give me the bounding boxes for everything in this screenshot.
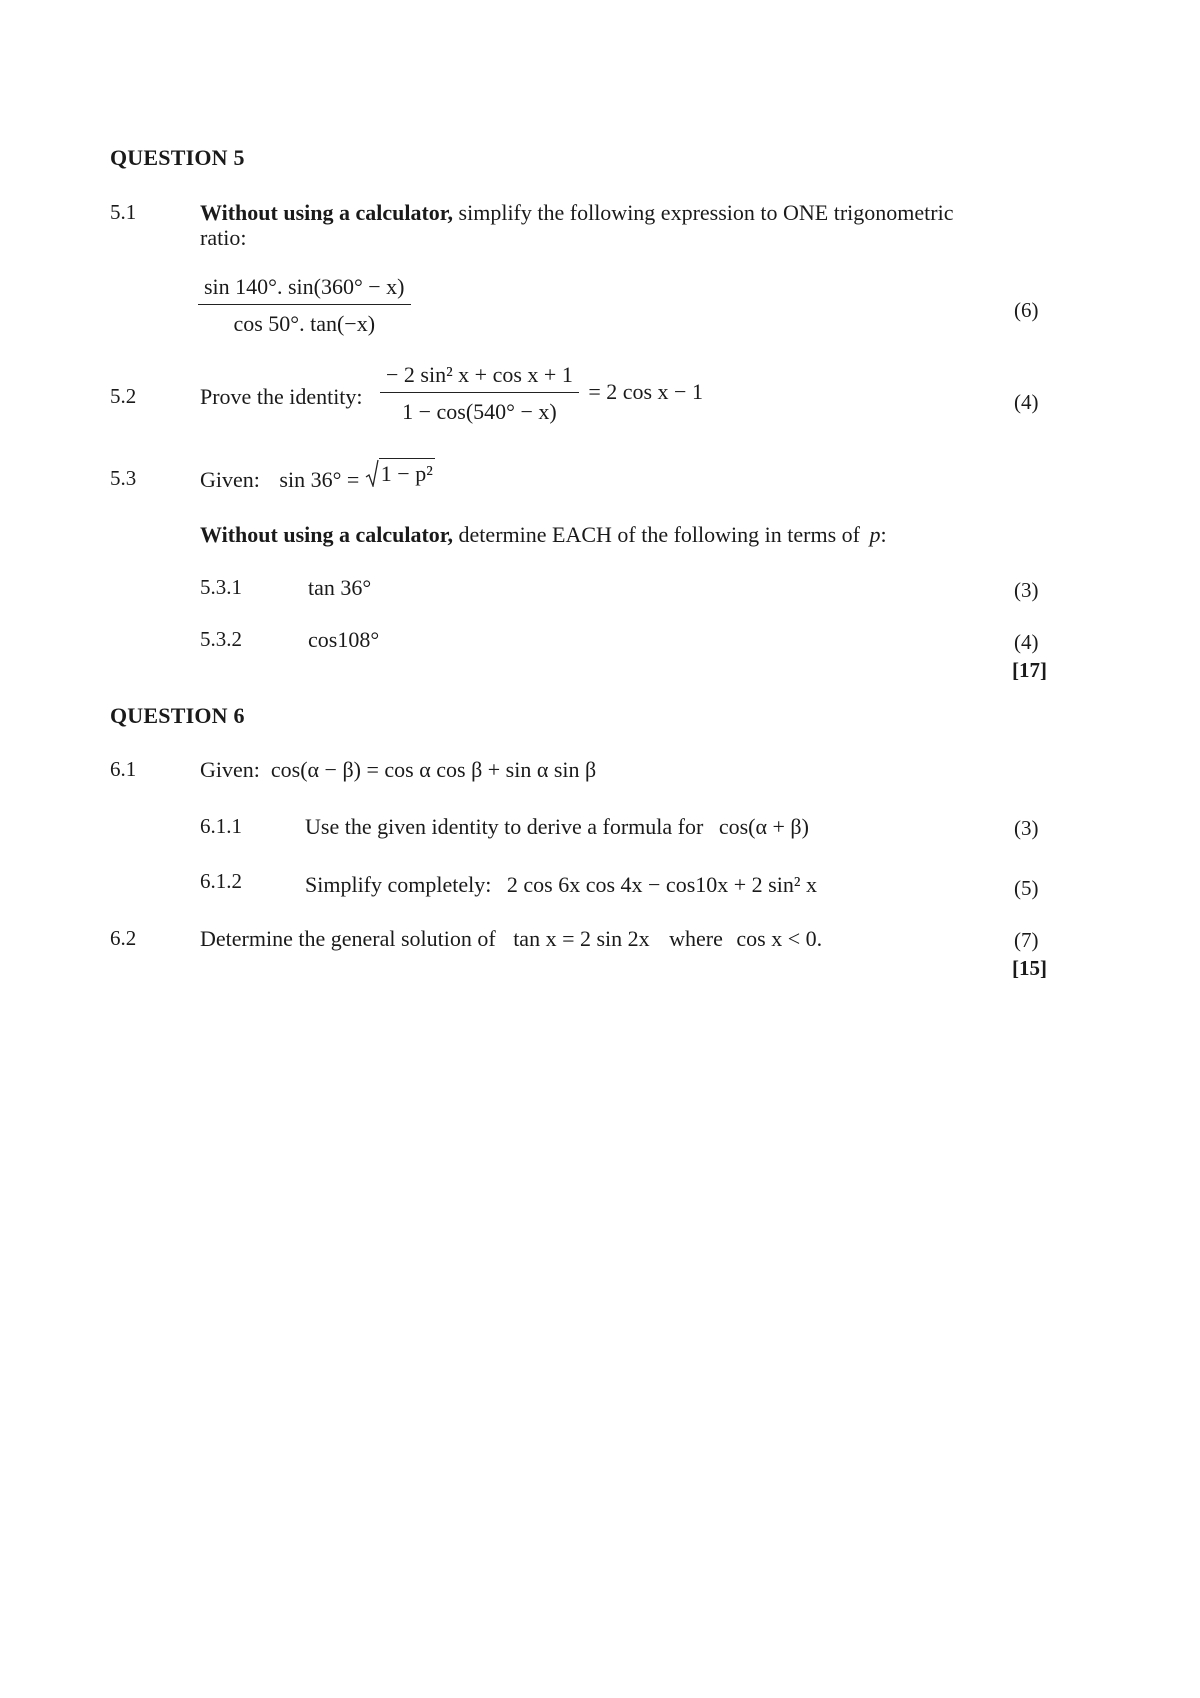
marks-6-2: (7) [1014, 928, 1039, 952]
total-question-5: [17] [1012, 658, 1047, 682]
marks-5-3-2: (4) [1014, 630, 1039, 654]
fraction-numerator: − 2 sin² x + cos x + 1 [380, 362, 579, 393]
expression-5-3-1: tan 36° [308, 575, 372, 600]
identity-rhs: = 2 cos x − 1 [588, 378, 703, 404]
expression-6-1-2: 2 cos 6x cos 4x − cos10x + 2 sin² x [506, 872, 817, 897]
marks-6-1-1: (3) [1014, 816, 1039, 840]
instruction-text: simplify the following expression to ONE trigonometric [453, 200, 954, 225]
fraction-denominator: 1 − cos(540° − x) [402, 399, 557, 424]
question-number-5-3-2: 5.3.2 [200, 627, 242, 651]
given-lhs: sin 36° = [279, 467, 360, 492]
marks-6-1-2: (5) [1014, 876, 1039, 900]
question-number-6-1: 6.1 [110, 757, 137, 781]
radical-sign [365, 459, 379, 487]
fraction [198, 274, 411, 337]
question-number-6-1-2: 6.1.2 [200, 869, 242, 893]
question-5-3-instruction [200, 522, 887, 548]
fraction-denominator: cos 50°. tan(−x) [233, 311, 376, 336]
given-label: Given: [200, 467, 260, 492]
marks-5-3-1: (3) [1014, 578, 1039, 602]
expression-6-2-condition: cos x < 0. [736, 926, 823, 951]
question-text: Simplify completely: [305, 872, 492, 897]
total-question-6: [15] [1012, 956, 1047, 980]
instruction-bold: Without using a calculator, [200, 522, 454, 547]
instruction-colon: : [880, 522, 887, 547]
question-5-2-prefix: Prove the identity: [200, 384, 363, 409]
question-5-1-text-line2: ratio: [200, 225, 247, 250]
fraction-numerator: sin 140°. sin(360° − x) [198, 274, 411, 305]
radicand: 1 − p² [379, 458, 435, 487]
question-6-1-2-text [305, 872, 817, 898]
square-root [365, 458, 435, 487]
fraction [380, 362, 579, 425]
instruction-bold: Without using a calculator, [200, 200, 454, 225]
given-6-1: Given: cos(α − β) = cos α cos β + sin α sin β [200, 757, 597, 782]
marks-5-1: (6) [1014, 298, 1039, 322]
question-number-5-3-1: 5.3.1 [200, 575, 242, 599]
expression-6-1-1: cos(α + β) [718, 814, 809, 839]
question-text: Determine the general solution of [200, 926, 496, 951]
expression-6-2-equation: tan x = 2 sin 2x [513, 926, 650, 951]
question-number-6-1-1: 6.1.1 [200, 814, 242, 838]
question-number-6-2: 6.2 [110, 926, 137, 950]
where-word: where [669, 926, 723, 951]
question-text: Use the given identity to derive a formula for [305, 814, 704, 839]
expression-5-1 [198, 274, 411, 337]
question-6-heading: QUESTION 6 [110, 703, 245, 728]
question-number-5-3: 5.3 [110, 466, 137, 490]
question-number-5-1: 5.1 [110, 200, 137, 224]
question-number-5-2: 5.2 [110, 384, 137, 408]
variable-p: p [869, 522, 881, 547]
instruction-text: determine EACH of the following in terms of [453, 522, 860, 547]
expression-5-3-2: cos108° [308, 627, 380, 652]
question-6-2-text [200, 926, 822, 952]
question-5-heading: QUESTION 5 [110, 145, 245, 170]
identity-5-2 [380, 362, 703, 425]
question-6-1-1-text [305, 814, 809, 840]
question-5-1-text [200, 200, 953, 226]
given-5-3 [200, 458, 435, 493]
marks-5-2: (4) [1014, 390, 1039, 414]
